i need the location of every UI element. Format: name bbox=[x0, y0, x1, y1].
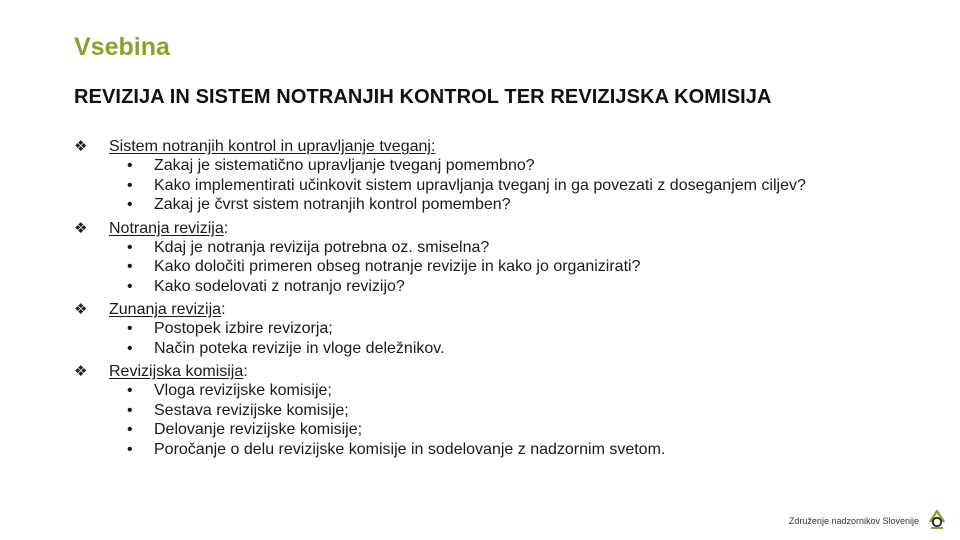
list-item-text: Kdaj je notranja revizija potrebna oz. smiselna? bbox=[154, 238, 490, 256]
list-item-text: Postopek izbire revizorja; bbox=[154, 320, 333, 337]
list-item bbox=[74, 176, 934, 196]
bullet-dot-icon: • bbox=[127, 176, 133, 194]
diamond-bullet-icon: ❖ bbox=[74, 362, 88, 380]
bullet-dot-icon: • bbox=[127, 238, 133, 256]
list-item bbox=[74, 401, 934, 421]
list-item-text: Zakaj je čvrst sistem notranjih kontrol pomemben? bbox=[154, 196, 511, 213]
section-heading bbox=[74, 137, 934, 156]
section-suffix: : bbox=[221, 301, 226, 318]
bullet-list bbox=[74, 238, 934, 297]
list-item bbox=[74, 257, 934, 277]
list-item bbox=[74, 156, 934, 176]
bullet-dot-icon: • bbox=[127, 421, 133, 438]
list-item-text: Delovanje revizijske komisije; bbox=[154, 421, 363, 438]
section-heading bbox=[74, 219, 934, 238]
section-audit-committee bbox=[74, 362, 934, 459]
bullet-dot-icon: • bbox=[127, 196, 133, 213]
organization-name: Združenje nadzornikov Slovenije bbox=[788, 516, 919, 526]
bullet-dot-icon: • bbox=[127, 339, 133, 357]
section-label: Sistem notranjih kontrol in upravljanje tveganj: bbox=[109, 138, 436, 155]
section-suffix: : bbox=[243, 363, 248, 380]
list-item bbox=[74, 381, 934, 401]
list-item bbox=[74, 195, 934, 215]
list-item bbox=[74, 319, 934, 339]
list-item bbox=[74, 339, 934, 359]
section-external-audit bbox=[74, 300, 934, 358]
section-internal-audit bbox=[74, 219, 934, 297]
bullet-dot-icon: • bbox=[127, 277, 133, 295]
diamond-bullet-icon: ❖ bbox=[74, 218, 88, 237]
bullet-list bbox=[74, 381, 934, 459]
slide-subtitle: REVIZIJA IN SISTEM NOTRANJIH KONTROL TER REVIZIJSKA KOMISIJA bbox=[74, 86, 772, 108]
zns-logo-icon bbox=[928, 508, 946, 530]
bullet-dot-icon: • bbox=[127, 258, 133, 275]
list-item-text: Zakaj je sistematično upravljanje tveganj pomembno? bbox=[154, 157, 535, 174]
bullet-dot-icon: • bbox=[127, 401, 133, 419]
list-item bbox=[74, 420, 934, 440]
slide-title: Vsebina bbox=[74, 33, 170, 61]
section-heading bbox=[74, 362, 934, 381]
section-label: Notranja revizija bbox=[109, 219, 224, 237]
diamond-bullet-icon: ❖ bbox=[74, 300, 88, 318]
bullet-list bbox=[74, 319, 934, 358]
list-item-text: Sestava revizijske komisije; bbox=[154, 401, 349, 419]
list-item bbox=[74, 238, 934, 258]
list-item-text: Kako implementirati učinkovit sistem upravljanja tveganj in ga povezati z doseganjem ciljev? bbox=[154, 176, 806, 194]
bullet-dot-icon: • bbox=[127, 157, 133, 174]
bullet-dot-icon: • bbox=[127, 320, 133, 337]
list-item-text: Način poteka revizije in vloge deležnikov. bbox=[154, 339, 445, 357]
list-item-text: Poročanje o delu revizijske komisije in sodelovanje z nadzornim svetom. bbox=[154, 440, 666, 458]
bullet-dot-icon: • bbox=[127, 440, 133, 458]
section-internal-controls bbox=[74, 137, 934, 215]
diamond-bullet-icon: ❖ bbox=[74, 137, 88, 155]
section-label: Zunanja revizija bbox=[109, 301, 222, 318]
content-list bbox=[74, 137, 934, 463]
list-item bbox=[74, 440, 934, 460]
list-item-text: Kako sodelovati z notranjo revizijo? bbox=[154, 277, 405, 295]
list-item-text: Kako določiti primeren obseg notranje revizije in kako jo organizirati? bbox=[154, 258, 641, 275]
list-item bbox=[74, 277, 934, 297]
section-label: Revizijska komisija bbox=[109, 363, 244, 380]
bullet-dot-icon: • bbox=[127, 382, 133, 399]
section-suffix: : bbox=[223, 219, 229, 237]
bullet-list bbox=[74, 156, 934, 215]
list-item-text: Vloga revizijske komisije; bbox=[154, 382, 332, 399]
section-heading bbox=[74, 300, 934, 319]
